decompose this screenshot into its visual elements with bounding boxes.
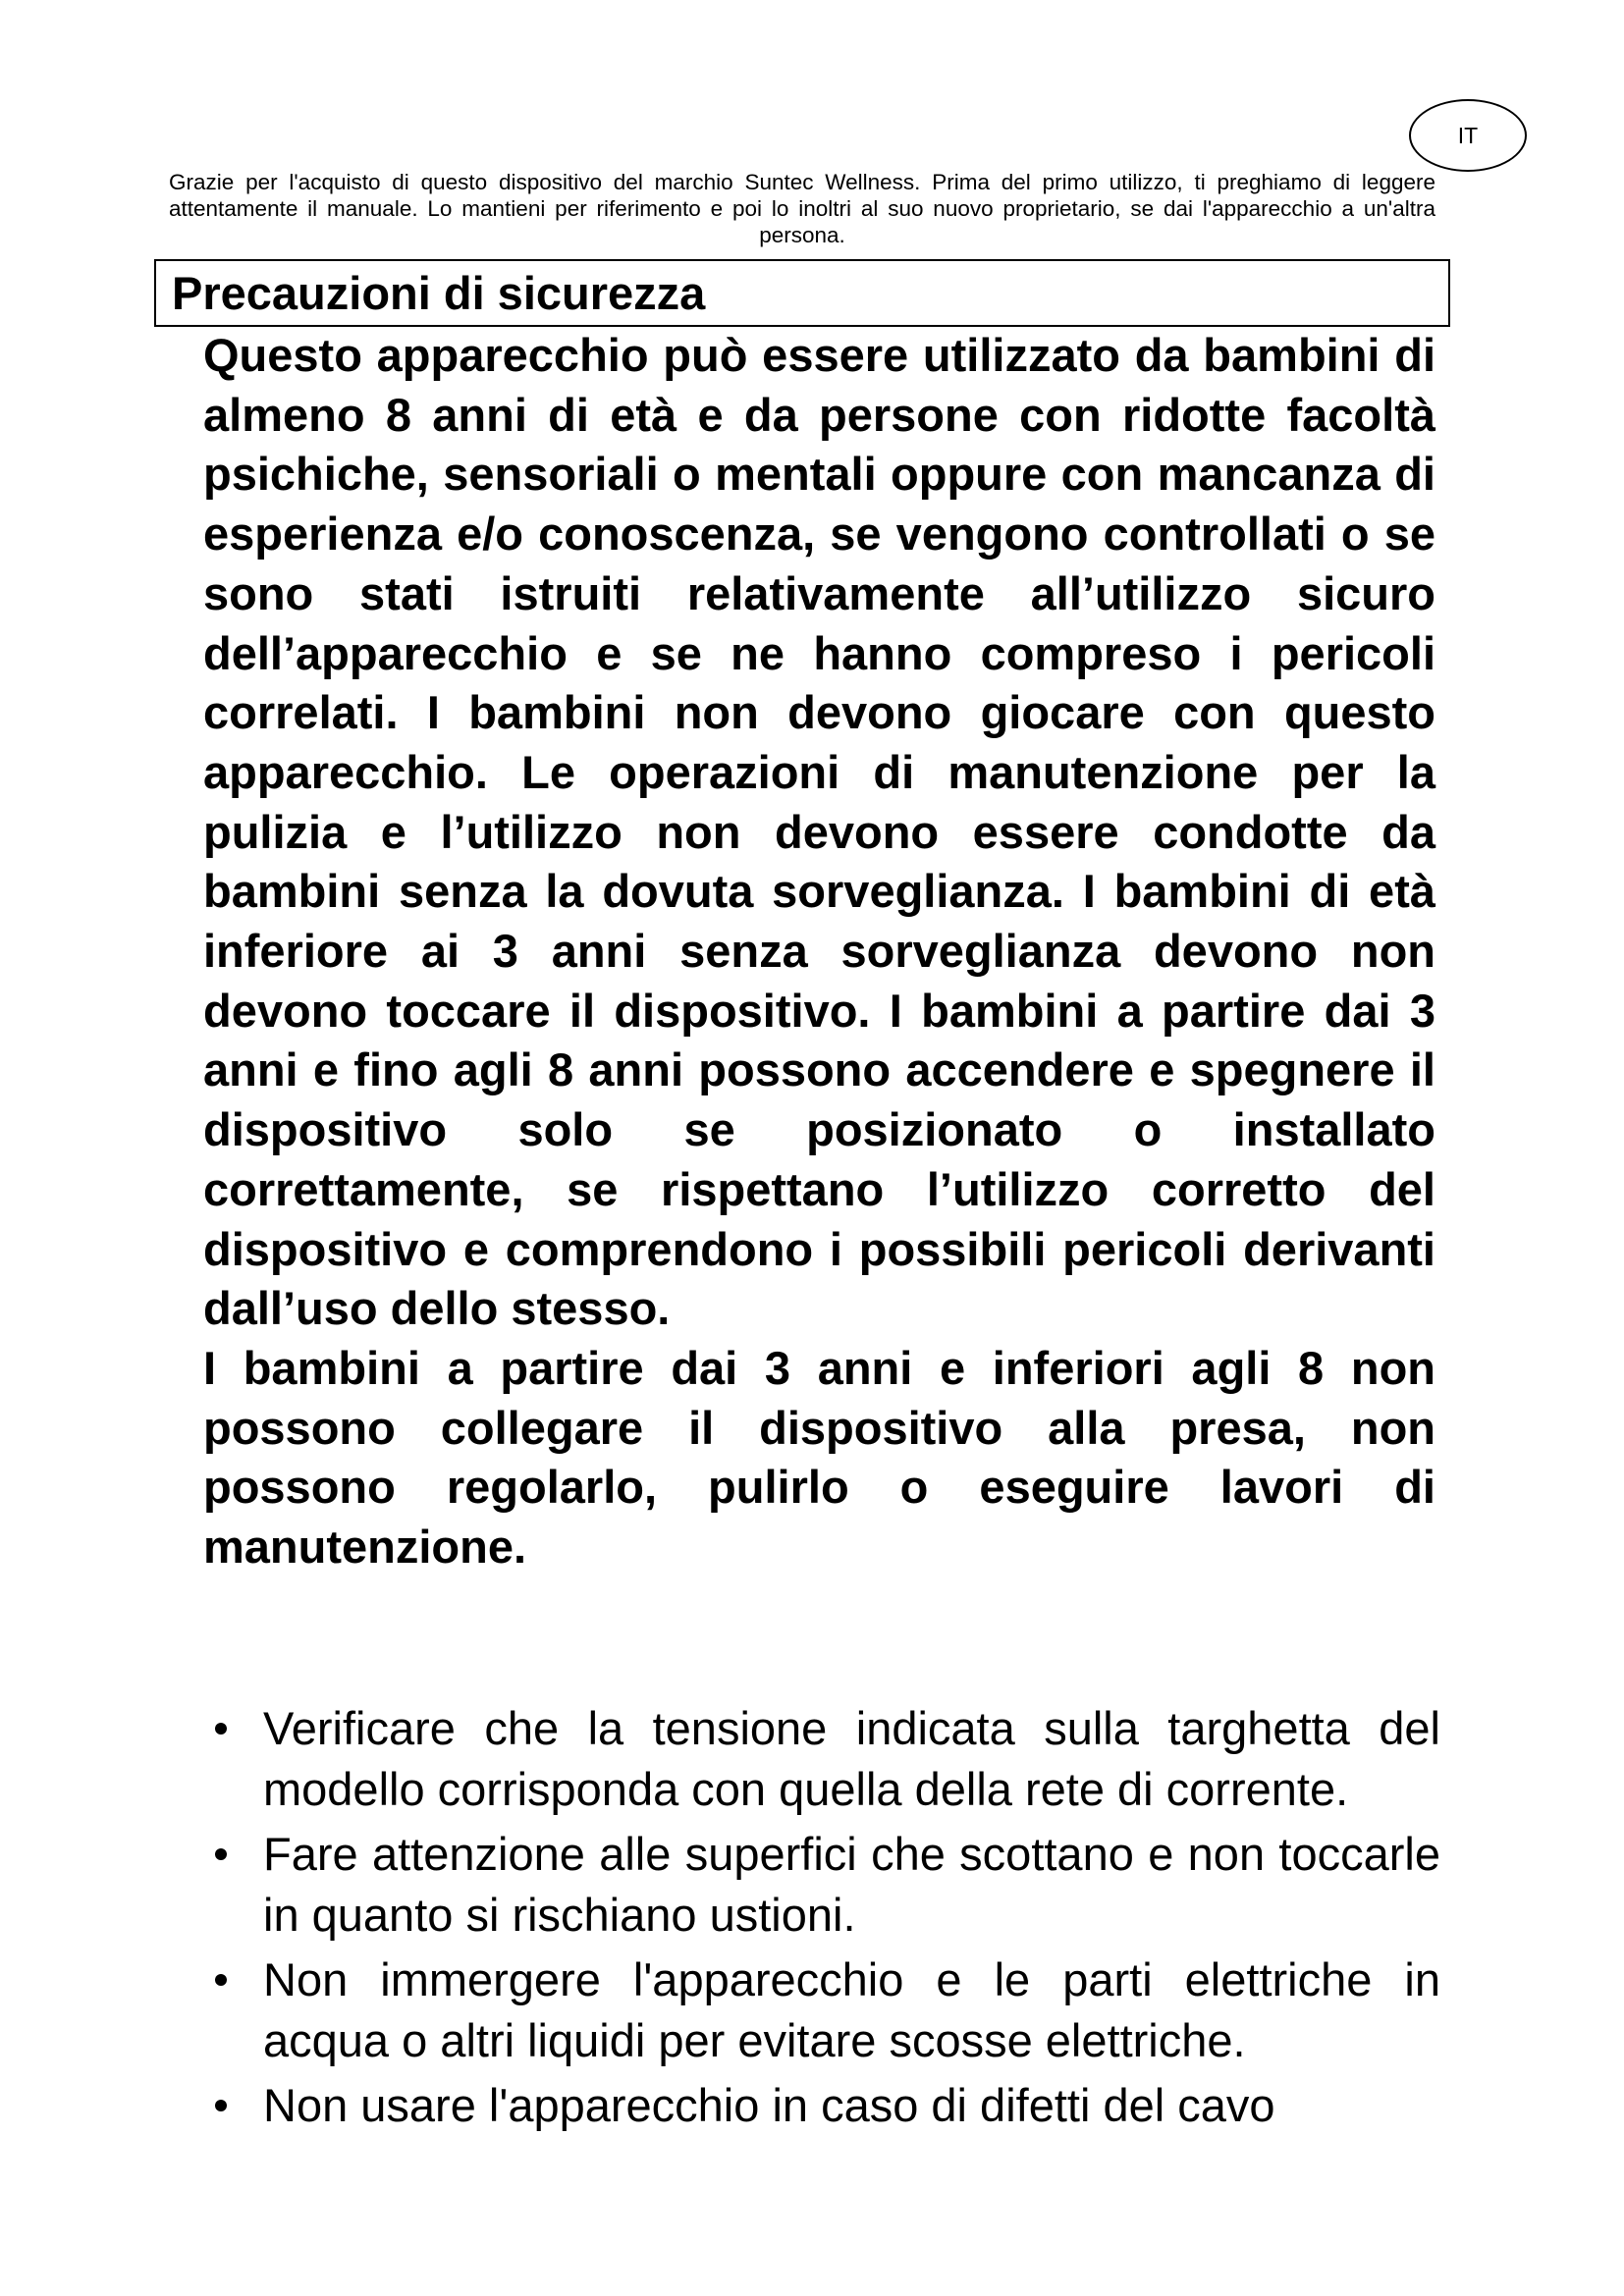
- section-title: Precauzioni di sicurezza: [172, 267, 706, 319]
- bullet-icon: [215, 1974, 227, 1986]
- safety-warning-paragraph-1: Questo apparecchio può essere utilizzato da bambini di almeno 8 anni di età e da persone con ridotte facoltà psichiche, sensoriali o mentali oppure con mancanza di esperienza e/o conoscenza, se vengono controllati o se sono stati istruiti relativamente all’utilizzo sicuro dell’apparecchio e se ne hanno compreso i pericoli correlati. I bambini non devono giocare con questo apparecchio. Le operazioni di manutenzione per la pulizia e l’utilizzo non devono essere condotte da bambini senza la dovuta sorveglianza. I bambini di età inferiore ai 3 anni senza sorveglianza devono non devono toccare il dispositivo. I bambini a partire dai 3 anni e fino agli 8 anni possono accendere e spegnere il dispositivo solo se posizionato o installato correttamente, se rispettano l’utilizzo corretto del dispositivo e comprendono i possibili pericoli derivanti dall’uso dello stesso.: [203, 329, 1435, 1335]
- intro-paragraph: Grazie per l'acquisto di questo dispositivo del marchio Suntec Wellness. Prima del primo utilizzo, ti preghiamo di leggere attentamente il manuale. Lo mantieni per riferimento e poi lo inoltri al suo nuovo proprietario, se dai l'apparecchio a un'altra persona.: [169, 170, 1435, 247]
- list-item: [203, 1824, 1440, 1945]
- safety-warning-block: [203, 326, 1435, 1577]
- bullet-icon: [215, 1848, 227, 1860]
- list-item-text: Fare attenzione alle superfici che scottano e non toccarle in quanto si rischiano ustioni.: [263, 1828, 1440, 1941]
- list-item-text: Non immergere l'apparecchio e le parti elettriche in acqua o altri liquidi per evitare scosse elettriche.: [263, 1953, 1440, 2066]
- list-item: [203, 2075, 1440, 2136]
- bullet-icon: [215, 2100, 227, 2111]
- safety-bullet-list: [203, 1698, 1440, 2141]
- list-item: [203, 1949, 1440, 2070]
- safety-warning-paragraph-2: I bambini a partire dai 3 anni e inferiori agli 8 non possono collegare il dispositivo alla presa, non possono regolarlo, pulirlo o eseguire lavori di manutenzione.: [203, 1341, 1435, 1574]
- section-header: [154, 259, 1450, 327]
- list-item-text: Verificare che la tensione indicata sulla targhetta del modello corrisponda con quella della rete di corrente.: [263, 1702, 1440, 1815]
- list-item: [203, 1698, 1440, 1819]
- bullet-icon: [215, 1723, 227, 1735]
- language-badge: IT: [1409, 99, 1527, 172]
- list-item-text: Non usare l'apparecchio in caso di difetti del cavo: [263, 2079, 1275, 2131]
